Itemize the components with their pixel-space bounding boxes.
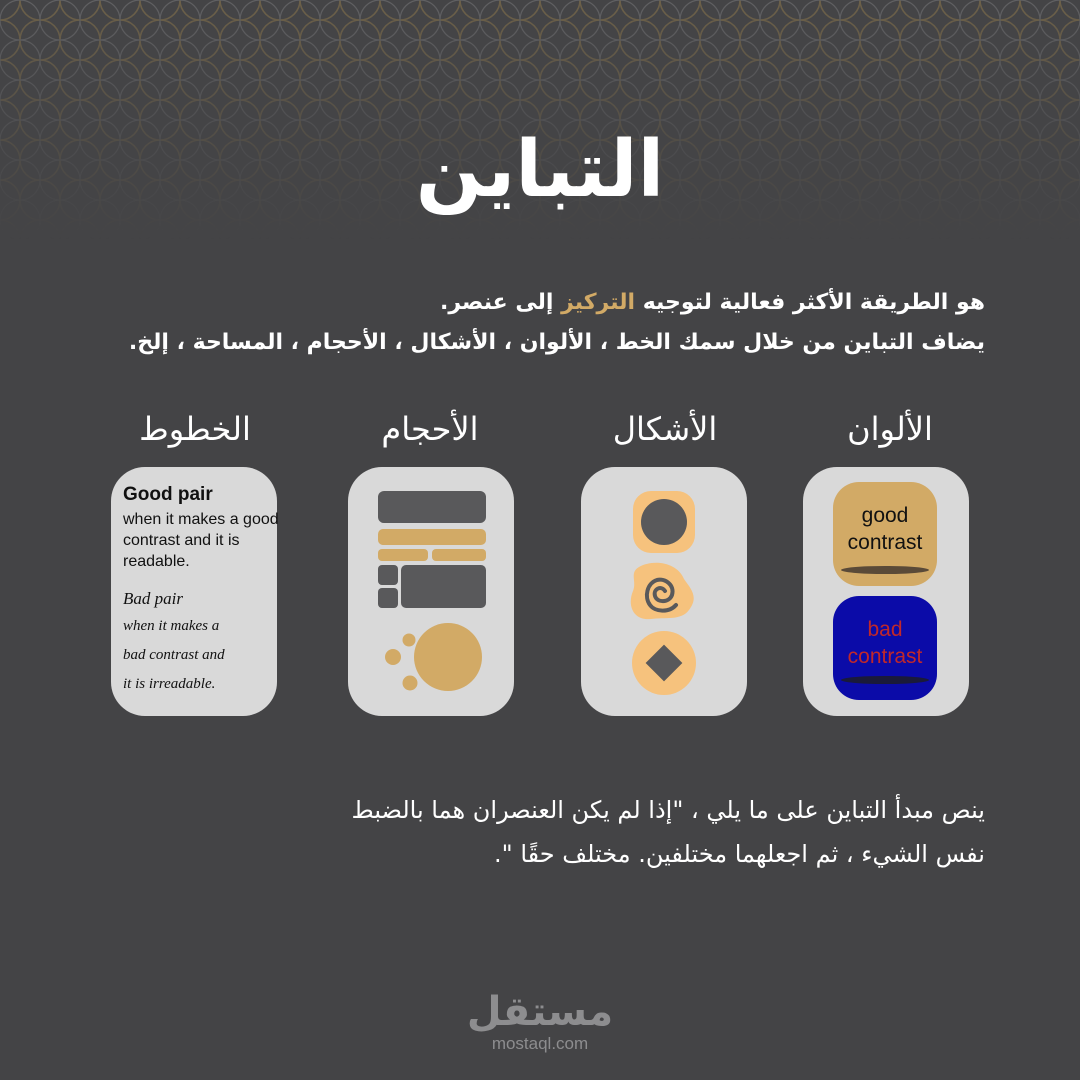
intro-line-1-start: هو الطريقة الأكثر فعالية لتوجيه xyxy=(635,290,985,315)
intro-line-1 xyxy=(85,283,985,323)
bad-pair-example xyxy=(123,586,283,699)
column-label-colors: الألوان xyxy=(847,410,933,448)
small-gray-block-2 xyxy=(378,588,398,608)
column-label-sizes: الأحجام xyxy=(381,410,479,448)
intro-line-1-end: إلى عنصر. xyxy=(439,290,562,315)
intro-line-2: يضاف التباين من خلال سمك الخط ، الألوان ، الأشكال ، الأحجام ، المساحة ، إلخ. xyxy=(128,330,985,355)
logo-url: mostaql.com xyxy=(491,1034,589,1053)
quote-line-2: نفس الشيء ، ثم اجعلهما مختلفين. مختلف حقًا ". xyxy=(494,840,985,868)
principle-quote xyxy=(105,788,985,876)
intro-text xyxy=(85,283,985,363)
quote-line-1: ينص مبدأ التباين على ما يلي ، "إذا لم يكن العنصران هما بالضبط xyxy=(351,796,985,824)
small-gold-circle-2 xyxy=(385,649,401,665)
page-title: التباين xyxy=(415,125,665,215)
mostaql-logo xyxy=(440,990,640,1054)
gold-bar-right xyxy=(432,549,486,561)
good-pair-example xyxy=(123,484,283,572)
shapes-illustration xyxy=(581,467,747,716)
small-gold-circle-3 xyxy=(403,676,418,691)
logo-arabic-wordmark: مستقل xyxy=(466,989,614,1035)
column-label-lines: الخطوط xyxy=(139,410,251,448)
good-contrast-shadow xyxy=(841,566,929,574)
column-label-shapes: الأشكال xyxy=(612,410,718,448)
bad-pair-title: Bad pair xyxy=(123,589,183,608)
sizes-illustration xyxy=(348,467,514,716)
bad-contrast-label: bad contrast xyxy=(847,618,923,668)
gold-bar-top xyxy=(378,529,486,545)
good-contrast-label: good contrast xyxy=(847,504,923,554)
medium-gray-block xyxy=(401,565,486,608)
bad-contrast-shadow xyxy=(841,676,929,684)
good-contrast-swatch xyxy=(833,482,937,586)
focus-highlight: التركيز xyxy=(561,290,636,315)
small-gold-circle-1 xyxy=(403,634,416,647)
good-pair-text: when it makes a good contrast and it is readable. xyxy=(123,511,279,570)
gray-circle xyxy=(641,499,687,545)
small-gray-block-1 xyxy=(378,565,398,585)
gold-bar-left xyxy=(378,549,428,561)
good-pair-title: Good pair xyxy=(123,484,213,505)
large-gray-block xyxy=(378,491,486,523)
large-gold-circle xyxy=(414,623,482,691)
bad-pair-text: when it makes a bad contrast and it is irreadable. xyxy=(123,618,225,692)
bad-contrast-swatch xyxy=(833,596,937,700)
